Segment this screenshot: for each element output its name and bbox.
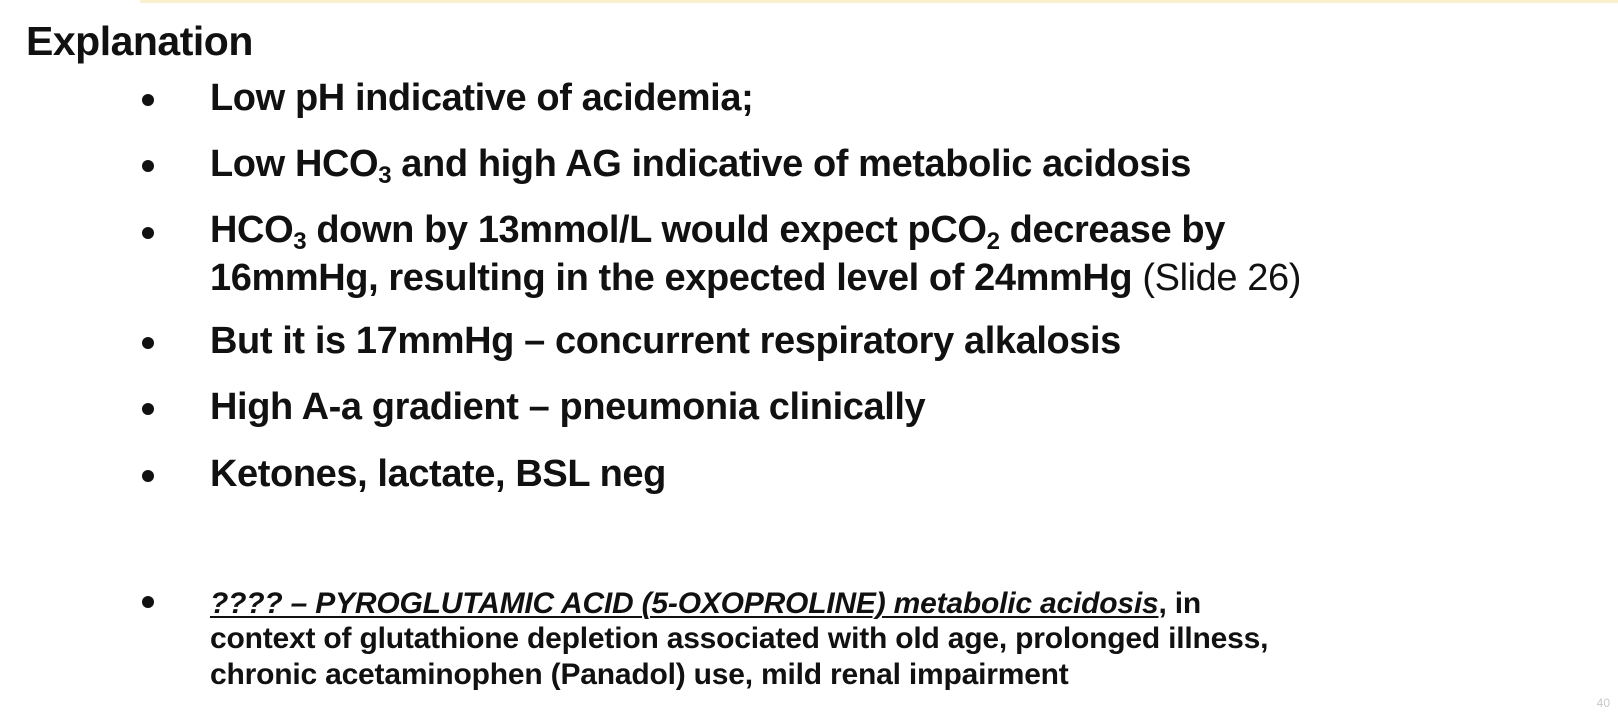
expected-pco2-main-text: 16mmHg, resulting in the expected level of 24mmHg	[210, 257, 1133, 299]
bullet-marker	[142, 470, 154, 482]
expected-pco2-slide-reference: (Slide 26)	[1132, 257, 1302, 299]
expected-pco2-subscript-3: 3	[293, 228, 307, 255]
bullet-marker	[142, 160, 154, 172]
expected-pco2-line-2	[210, 257, 1302, 299]
final-note-line-1-suffix: , in	[1158, 587, 1202, 620]
bullet-marker	[142, 337, 154, 349]
slide-page-number: 40	[1596, 696, 1610, 710]
bullet-text-subscript: 3	[378, 162, 392, 189]
bullet-text-metabolic-acidosis	[210, 145, 1191, 188]
bullet-marker	[142, 596, 154, 608]
bullet-text-expected-pco2	[210, 209, 1302, 299]
bullet-marker	[142, 227, 154, 239]
final-note-line-3: chronic acetaminophen (Panadol) use, mild renal impairment	[210, 657, 1069, 691]
expected-pco2-subscript-2: 2	[986, 228, 1000, 255]
expected-pco2-prefix: HCO	[210, 209, 294, 251]
bullet-text-respiratory-alkalosis: But it is 17mmHg – concurrent respiratory alkalosis	[210, 320, 1121, 362]
bullet-text-acidemia: Low pH indicative of acidemia;	[210, 77, 754, 119]
expected-pco2-middle-text: down by 13mmol/L would expect pCO	[306, 209, 987, 251]
bullet-text-aa-gradient: High A-a gradient – pneumonia clinically	[210, 386, 926, 428]
final-note	[210, 586, 1268, 692]
final-note-line-1	[210, 586, 1268, 621]
bullet-text-suffix: and high AG indicative of metabolic acidosis	[391, 143, 1191, 185]
bullet-text-ketones-lactate-bsl: Ketones, lactate, BSL neg	[210, 453, 666, 495]
expected-pco2-suffix: decrease by	[999, 209, 1225, 251]
bullet-marker	[142, 403, 154, 415]
expected-pco2-line-1	[210, 209, 1301, 260]
final-note-line-2: context of glutathione depletion associated with old age, prolonged illness,	[210, 622, 1269, 656]
final-note-emphasis: ???? – PYROGLUTAMIC ACID (5-OXOPROLINE) metabolic acidosis	[210, 587, 1159, 620]
slide-title: Explanation	[26, 18, 253, 64]
bullet-marker	[142, 94, 154, 106]
bullet-text-prefix: Low HCO	[210, 143, 379, 185]
